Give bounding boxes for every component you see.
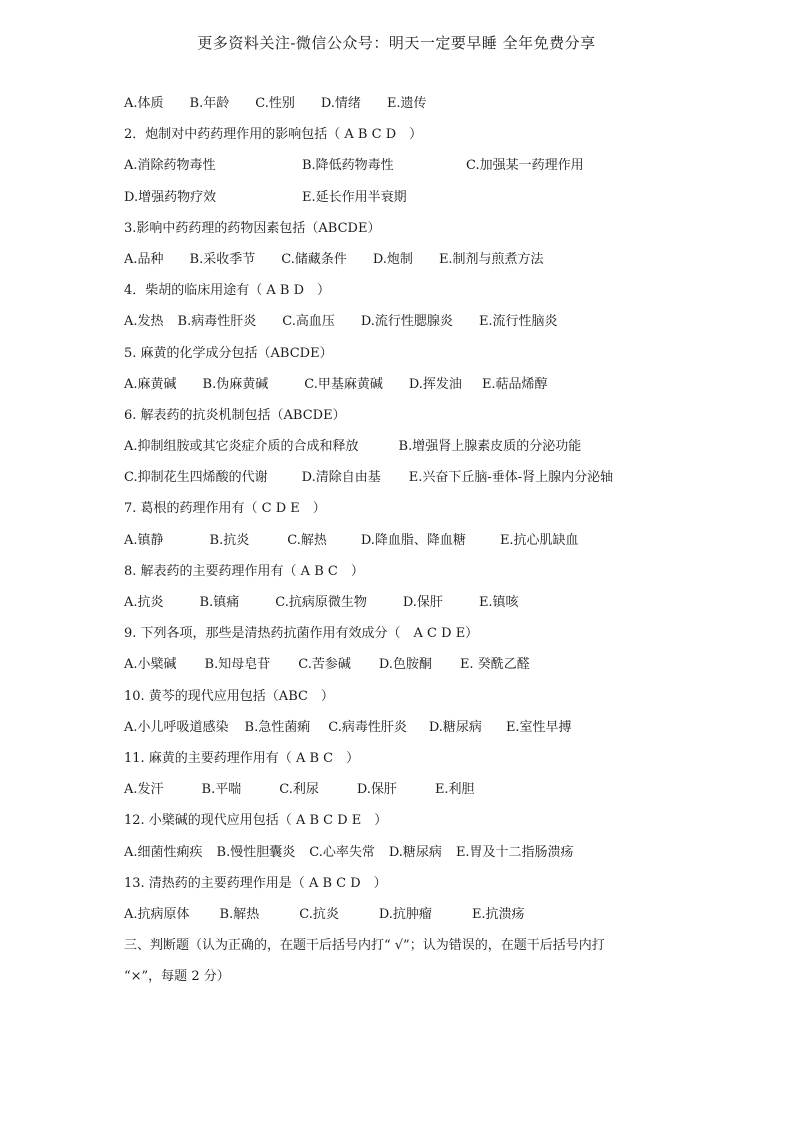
answer-options-row	[124, 431, 684, 462]
answer-option: D.保肝	[356, 782, 397, 798]
answer-option: E.遗传	[386, 96, 427, 111]
answer-options-row	[124, 899, 684, 930]
answer-option: B.知母皂苷	[204, 657, 271, 673]
question-stem: 7. 葛根的药理作用有（ C D E ）	[124, 501, 326, 517]
answer-options-row	[124, 525, 684, 556]
answer-option: A.小檗碱	[124, 657, 177, 673]
answer-option: C.性别	[255, 96, 295, 111]
answer-option: E.萜品烯醇	[481, 376, 548, 392]
answer-options-row	[124, 369, 684, 400]
answer-option: A.品种	[124, 251, 164, 267]
answer-option: D.炮制	[372, 251, 413, 267]
answer-option: D.流行性腮腺炎	[360, 314, 453, 330]
answer-option: E.镇咳	[478, 595, 519, 610]
answer-option: E.室性早搏	[505, 719, 572, 735]
answer-option: C.利尿	[279, 782, 319, 798]
question-stem: 3.影响中药药理的药物因素包括（ABCDE）	[124, 220, 381, 236]
question-stem: 9. 下列各项，那些是清热药抗菌作用有效成分（ A C D E）	[124, 626, 479, 642]
answer-option: E.兴奋下丘脑-垂体-肾上腺内分泌轴	[408, 470, 614, 486]
answer-option: D.降血脂、降血糖	[360, 532, 466, 548]
answer-option: A.细菌性痢疾	[124, 844, 203, 860]
answer-options-row	[124, 462, 684, 493]
answer-option: A.发汗	[124, 782, 164, 798]
answer-option: B.抗炎	[209, 532, 250, 548]
answer-option: A.抑制组胺或其它炎症介质的合成和释放	[124, 439, 359, 455]
answer-option: A.体质	[124, 96, 164, 111]
answer-option: B.降低药物毒性	[302, 158, 394, 174]
answer-option: B.伪麻黄碱	[202, 376, 269, 392]
answer-option: B.解热	[219, 906, 260, 922]
answer-option: B.平喘	[201, 782, 242, 798]
answer-option: B.病毒性肝炎	[177, 314, 257, 330]
question-stem: 6. 解表药的抗炎机制包括（ABCDE）	[124, 407, 346, 423]
answer-option: E.制剂与煎煮方法	[438, 251, 544, 267]
answer-options-row	[124, 774, 684, 805]
answer-option: D.情绪	[320, 96, 361, 111]
answer-option: C.甲基麻黄碱	[304, 376, 383, 392]
answer-option: A.小儿呼吸道感染	[124, 719, 229, 735]
question-stem: 5. 麻黄的化学成分包括（ABCDE）	[124, 345, 333, 361]
answer-option: C.抑制花生四烯酸的代谢	[124, 470, 268, 486]
answer-option: D.抗肿瘤	[378, 906, 432, 922]
answer-option: A.麻黄碱	[124, 376, 177, 392]
answer-options-row	[124, 649, 684, 680]
answer-option: B.增强肾上腺素皮质的分泌功能	[398, 439, 582, 455]
answer-option: C.苦参碱	[298, 657, 351, 673]
page-header: 更多资料关注-微信公众号：明天一定要早睡 全年免费分享	[197, 34, 596, 52]
answer-option: C.抗炎	[299, 906, 339, 922]
answer-option: C.高血压	[282, 314, 335, 330]
answer-option: B.急性菌痢	[244, 719, 311, 735]
answer-options-row	[124, 182, 684, 213]
answer-option: D.保肝	[402, 595, 443, 610]
answer-option: C.解热	[287, 532, 327, 548]
question-stem: 8. 解表药的主要药理作用有（ A B C ）	[124, 563, 364, 579]
answer-option: D.糖尿病	[388, 844, 442, 860]
answer-option: E.利胆	[434, 782, 475, 798]
answer-option: A.发热	[124, 314, 164, 330]
answer-option: E.抗溃疡	[471, 906, 525, 922]
answer-option: A.抗病原体	[124, 906, 190, 922]
answer-options-row	[124, 306, 684, 337]
answer-option: C.抗病原微生物	[275, 595, 367, 610]
answer-options-row	[124, 587, 684, 618]
answer-option: D.挥发油	[408, 376, 462, 392]
section-heading-line: “×”，每题 2 分）	[124, 969, 230, 985]
answer-option: A.消除药物毒性	[124, 158, 216, 174]
answer-option: E. 癸酰乙醛	[459, 657, 530, 673]
answer-option: E.延长作用半衰期	[302, 189, 407, 205]
question-list	[124, 88, 684, 992]
answer-option: C.心率失常	[309, 844, 375, 860]
question-stem: 11. 麻黄的主要药理作用有（ A B C ）	[124, 750, 360, 766]
answer-option: D.清除自由基	[301, 470, 381, 486]
section-heading-line: 三、判断题（认为正确的，在题干后括号内打“ √”；认为错误的，在题干后括号内打	[124, 938, 605, 954]
answer-option: D.增强药物疗效	[124, 189, 217, 205]
question-stem: 2．炮制对中药药理作用的影响包括（ A B C D ）	[124, 127, 423, 143]
answer-option: E.胃及十二指肠溃疡	[455, 844, 574, 860]
answer-option: B.采收季节	[189, 251, 256, 267]
answer-option: E.流行性脑炎	[478, 314, 558, 330]
answer-option: B.慢性胆囊炎	[216, 844, 296, 860]
question-stem: 4．柴胡的临床用途有（ A B D ）	[124, 283, 331, 299]
answer-options-row	[124, 837, 684, 868]
answer-options-row	[124, 244, 684, 275]
answer-option: A.镇静	[124, 532, 164, 548]
answer-option: C.病毒性肝炎	[328, 719, 407, 735]
answer-options-row	[124, 712, 684, 743]
section-heading	[124, 930, 664, 992]
answer-option: C.加强某一药理作用	[466, 158, 584, 174]
answer-option: A.抗炎	[124, 595, 164, 610]
answer-option: B.镇痛	[199, 595, 240, 610]
answer-options-row	[124, 150, 684, 181]
answer-options-row	[124, 88, 684, 119]
answer-option: C.储藏条件	[281, 251, 347, 267]
answer-option: D.糖尿病	[428, 719, 482, 735]
question-stem: 10. 黄芩的现代应用包括（ABC ）	[124, 688, 334, 704]
answer-option: D.色胺酮	[378, 657, 432, 673]
question-stem: 12. 小檗碱的现代应用包括（ A B C D E ）	[124, 813, 388, 829]
question-stem: 13. 清热药的主要药理作用是（ A B C D ）	[124, 875, 387, 891]
answer-option: B.年龄	[189, 96, 230, 111]
answer-option: E.抗心肌缺血	[499, 532, 579, 548]
